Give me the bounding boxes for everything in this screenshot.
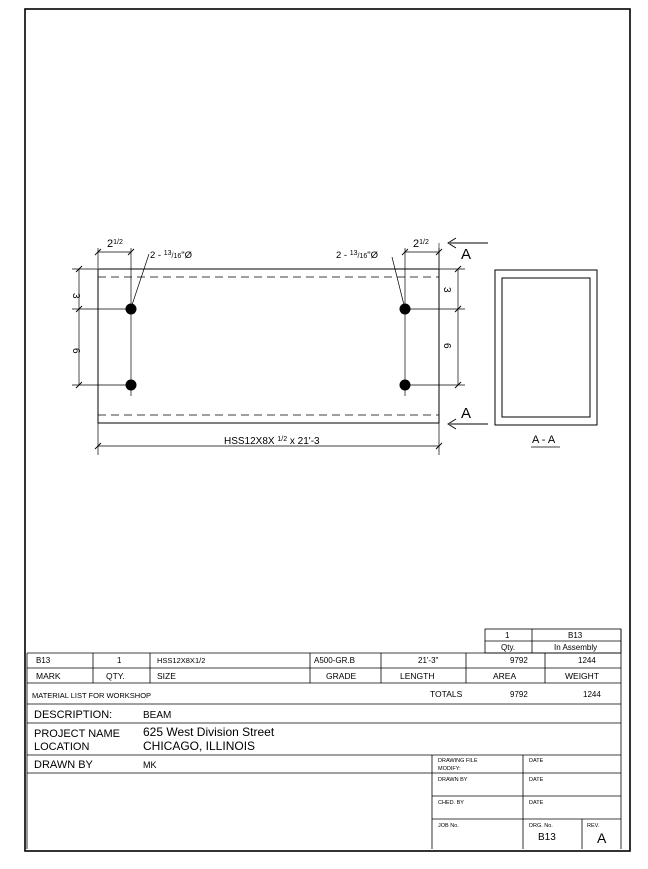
project-name-label: PROJECT NAME (34, 728, 120, 740)
hole-right-top (400, 304, 411, 315)
section-mark-bottom: A (461, 405, 472, 422)
drawn-by-value: MK (143, 760, 157, 770)
dim-side-left-bottom: 6 (70, 348, 81, 354)
drg-no-label: DRG. No. (529, 823, 553, 829)
dim-top-right: $2^{1/2}$ (413, 238, 429, 250)
dim-side-right-top: 3 (441, 287, 452, 293)
hole-left-top (126, 304, 137, 315)
hole-leader-right (392, 257, 404, 305)
assembly-qty-label: Qty. (501, 643, 516, 652)
header-grade: GRADE (326, 671, 357, 681)
date-label-2: DATE (529, 777, 544, 783)
beam-outline (98, 269, 439, 423)
material-list-label: MATERIAL LIST FOR WORKSHOP (32, 691, 152, 700)
hole-note-right: 2 - $^{13}_/$16"Ø (336, 250, 379, 261)
part-size: HSS12X8X1/2 (157, 656, 206, 665)
in-assembly-label: In Assembly (554, 643, 598, 652)
header-area: AREA (493, 671, 517, 681)
hole-leader-left (132, 254, 149, 305)
drawn-by-label: DRAWN BY (34, 759, 93, 771)
section-mark-top: A (461, 246, 472, 263)
header-qty: QTY. (106, 671, 125, 681)
assembly-qty-value: 1 (505, 631, 510, 640)
part-area: 9792 (510, 656, 528, 665)
beam-elevation (72, 248, 465, 455)
ched-by-label: CHED. BY (438, 800, 464, 806)
totals-label: TOTALS (430, 689, 463, 699)
header-length: LENGTH (400, 671, 435, 681)
project-name-value: 625 West Division Street (143, 725, 275, 739)
part-grade: A500-GR.B (314, 656, 355, 665)
header-weight: WEIGHT (565, 671, 599, 681)
part-mark: B13 (36, 656, 51, 665)
assembly-mark-value: B13 (568, 631, 583, 640)
location-value: CHICAGO, ILLINOIS (143, 739, 256, 753)
rev-value: A (597, 830, 607, 846)
hole-right-bottom (400, 380, 411, 391)
dim-side-right-bottom: 6 (441, 343, 452, 349)
rev-label: REV. (587, 823, 600, 829)
hole-note-left: 2 - $^{13}_/$16"Ø (150, 250, 193, 261)
drawn-by-small-label: DRAWN BY (438, 777, 468, 783)
totals-area: 9792 (510, 690, 528, 699)
description-label: DESCRIPTION: (34, 709, 113, 721)
location-label: LOCATION (34, 741, 90, 753)
dim-side-left-top: 3 (70, 293, 81, 299)
part-length: 21'-3" (418, 656, 439, 665)
drawing-file-label: DRAWING FILE (438, 758, 478, 764)
bolt-holes (126, 304, 411, 391)
part-weight: 1244 (578, 656, 596, 665)
sheet-border (25, 9, 630, 851)
header-size: SIZE (157, 671, 176, 681)
drg-no-value: B13 (538, 832, 556, 843)
section-a-a (495, 270, 597, 425)
modify-label: MODIFY: (438, 766, 461, 772)
job-no-label: JOB No. (438, 823, 459, 829)
description-value: BEAM (143, 710, 172, 721)
hole-left-bottom (126, 380, 137, 391)
dim-top-left: $2^{1/2}$ (107, 238, 123, 250)
totals-weight: 1244 (583, 690, 601, 699)
date-label-1: DATE (529, 758, 544, 764)
date-label-3: DATE (529, 800, 544, 806)
member-label: HSS12X8X $^{1/2}$ x 21'-3 (224, 436, 320, 447)
section-label: A - A (532, 434, 556, 446)
header-mark: MARK (36, 671, 61, 681)
part-qty: 1 (117, 656, 122, 665)
